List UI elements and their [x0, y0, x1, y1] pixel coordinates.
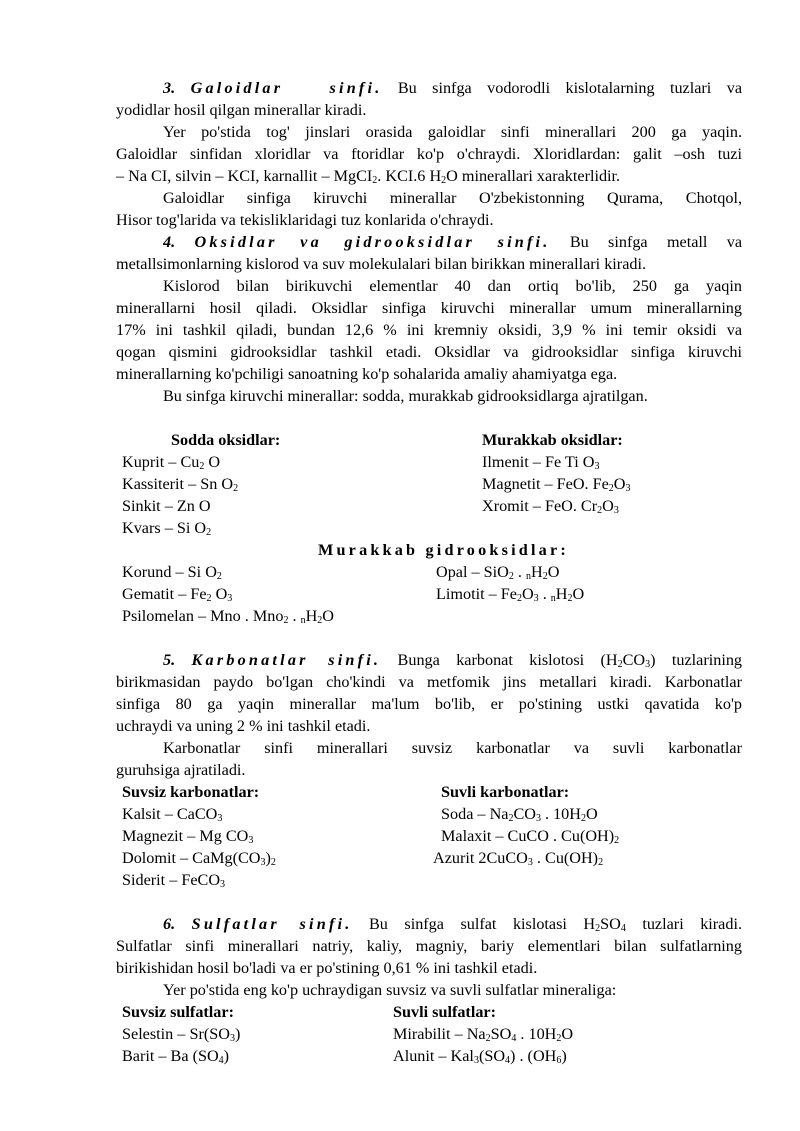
mineral-korund: Korund – Si $O_2$	[122, 563, 222, 582]
mineral-kassiterit: Kassiterit – Sn $O_2$	[122, 475, 239, 494]
section4-heading-line	[163, 232, 742, 252]
anhydrous-sulfates-header: Suvsiz sulfatlar:	[122, 1003, 234, 1021]
section3-text-2: yodidlar hosil qilgan minerallar kiradi.	[116, 101, 367, 119]
mineral-selestin: Selestin – $Sr(SO_3)$	[122, 1025, 241, 1044]
section4-number: 4.	[163, 233, 176, 251]
section5-text-5: Karbonatlar sinfi minerallari suvsiz karbonatlar va suvli karbonatlar	[163, 739, 742, 757]
section5-text-2: birikmasidan paydo bo'lgan cho'kindi va metfomik jins metallari kiradi. Karbonatlar	[116, 673, 742, 691]
section3-text-3: Yer po'stida tog' jinslari orasida galoidlar sinfi minerallari 200 ga yaqin.	[163, 123, 742, 141]
mineral-mirabilit: Mirabilit – $Na_2SO_4$ . $10H_2O$	[393, 1025, 574, 1044]
mineral-xromit: Xromit – FeO. $Cr_2O_3$	[482, 497, 619, 516]
section4-text-1: Bu sinfga metall va	[550, 233, 742, 251]
section3-text-5: – Na CI, silvin – KCI, karnallit – MgCI$_2$. KCI.6 $H_2O$ minerallari xarakterlidir.	[116, 167, 621, 186]
section3-text-7: Hisor tog'larida va tekisliklaridagi tuz konlarida o'chraydi.	[116, 211, 494, 229]
section4-text-7: minerallarning ko'pchiligi sanoatning ko'p sohalarida amaliy ahamiyatga ega.	[116, 365, 618, 383]
mineral-magnetit: Magnetit – FeO. $Fe_2O_3$	[482, 475, 631, 494]
section6-heading-line: 6. Sulfatlar sinfi. Bu sinfga sulfat kislotasi $H_2SO_4$ tuzlari kiradi.	[163, 915, 742, 934]
mineral-magnezit: Magnezit – Mg $CO_3$	[122, 827, 254, 846]
section5-text-3: sinfiga 80 ga yaqin minerallar ma'lum bo'lib, er po'stining ustki qavatida ko'p	[116, 695, 742, 713]
mineral-azurit: Azurit 2CuCO$_3$ . $Cu(OH)_2$	[433, 849, 604, 868]
section3-text-6: Galoidlar sinfiga kiruvchi minerallar O'zbekistonning Qurama, Chotqol,	[163, 189, 742, 207]
section3-title-word1: Galoidlar	[190, 79, 284, 97]
section4-text-6: qogan qismini gidrooksidlar tashkil etadi. Oksidlar va gidrooksidlar sinfiga kiruvchi	[116, 343, 742, 361]
section3-text-1: Bu sinfga vodorodli kislotalarning tuzlari va	[382, 79, 742, 97]
mineral-siderit: Siderit – FeCO$_3$	[122, 871, 226, 890]
mineral-ilmenit: Ilmenit – Fe Ti $O_3$	[482, 453, 600, 472]
section6-number: 6.	[163, 915, 176, 933]
section4-title: Oksidlar va gidrooksidlar sinfi.	[194, 233, 551, 251]
mineral-alunit: Alunit – $Kal_3(SO_4)$ . $(OH_6)$	[393, 1047, 567, 1066]
mineral-soda: Soda – $Na_2CO_3$ . $10H_2O$	[441, 805, 598, 824]
mineral-kvars: Kvars – Si $O_2$	[122, 519, 212, 538]
mineral-barit: Barit – Ba $(SO_4)$	[122, 1047, 230, 1066]
section6-text-3: birikishidan hosil bo'ladi va er po'stining 0,61 % ini tashkil etadi.	[116, 959, 538, 977]
section4-text-3: Kislorod bilan birikuvchi elementlar 40 dan ortiq bo'lib, 250 ga yaqin	[163, 277, 742, 295]
mineral-kalsit: Kalsit – CaCO$_3$	[122, 805, 223, 824]
anhydrous-carbonates-header: Suvsiz karbonatlar:	[122, 783, 260, 801]
section6-title: Sulfatlar sinfi.	[191, 915, 353, 933]
section3-text-4: Galoidlar sinfidan xloridlar va ftoridlar ko'p o'chraydi. Xloridlardan: galit –osh tuzi	[116, 145, 742, 163]
section4-text-2: metallsimonlarning kislorod va suv molekulalari bilan birikkan minerallari kiradi.	[116, 255, 647, 273]
hydrous-sulfates-header: Suvli sulfatlar:	[393, 1003, 496, 1021]
mineral-malaxit: Malaxit – CuCO . $Cu(OH)_2$	[441, 827, 620, 846]
mineral-opal: Opal – SiO$_2$ . $_nH_2O$	[436, 563, 560, 582]
section5-title: Karbonatlar sinfi.	[191, 651, 382, 669]
complex-oxides-header: Murakkab oksidlar:	[482, 431, 623, 449]
section5-text-4: uchraydi va uning 2 % ini tashkil etadi.	[116, 717, 371, 735]
mineral-gematit: Gematit – $Fe_2$ $O_3$	[122, 585, 233, 604]
section5-heading-line: 5. Karbonatlar sinfi. Bunga karbonat kislotosi $(H_2CO_3)$ tuzlarining	[163, 651, 742, 670]
section4-text-5: 17% ini tashkil qiladi, bundan 12,6 % ini kremniy oksidi, 3,9 % ini temir oksidi va	[116, 321, 742, 339]
mineral-psilomelan: Psilomelan – Mno . Mno$_2$ . $_nH_2O$	[122, 607, 334, 626]
mineral-kuprit: Kuprit – $Cu_2$ O	[122, 453, 221, 472]
section3-title-word2: sinfi.	[329, 79, 383, 97]
section6-text-2: Sulfatlar sinfi minerallari natriy, kaliy, magniy, bariy elementlari bilan sulfatlarning	[116, 937, 742, 955]
hydrous-carbonates-header: Suvli karbonatlar:	[441, 783, 570, 801]
section6-text-4: Yer po'stida eng ko'p uchraydigan suvsiz va suvli sulfatlar mineraliga:	[163, 981, 617, 999]
mineral-limotit: Limotit – $Fe_2O_3$ . $_nH_2O$	[436, 585, 585, 604]
section4-text-4: minerallarni hosil qiladi. Oksidlar sinfiga kiruvchi minerallar umum minerallarning	[116, 299, 742, 317]
mineral-dolomit: Dolomit – $CaMg(CO_3)_2$	[122, 849, 276, 868]
section3-number: 3.	[163, 79, 176, 97]
section5-number: 5.	[163, 651, 176, 669]
complex-hydroxides-header: Murakkab gidrooksidlar:	[318, 541, 569, 559]
section5-text-6: guruhsiga ajratiladi.	[116, 761, 246, 779]
section3-heading-line	[163, 78, 742, 98]
simple-oxides-header: Sodda oksidlar:	[171, 431, 281, 449]
mineral-sinkit: Sinkit – Zn O	[122, 497, 211, 515]
section4-text-8: Bu sinfga kiruvchi minerallar: sodda, murakkab gidrooksidlarga ajratilgan.	[163, 387, 648, 405]
